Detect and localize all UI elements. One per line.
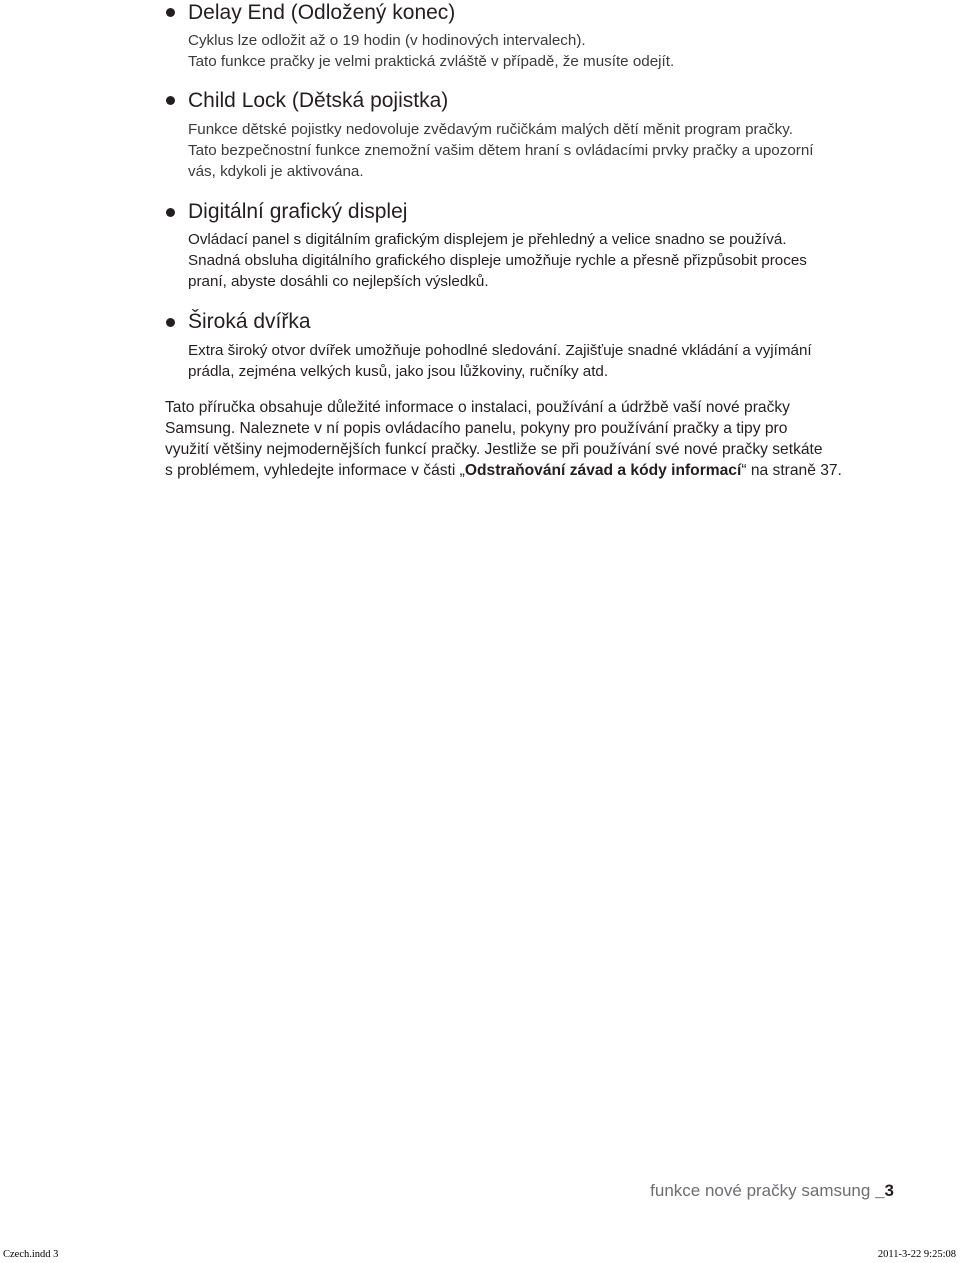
description-line: Funkce dětské pojistky nedovoluje zvědavým ručičkám malých dětí měnit program pračky. bbox=[188, 121, 793, 138]
intro-paragraph bbox=[165, 397, 905, 481]
intro-text: s problémem, vyhledejte informace v části „ bbox=[165, 462, 465, 479]
page-footer bbox=[650, 1180, 894, 1202]
bullet-icon bbox=[166, 208, 175, 217]
footer-section-title: funkce nové pračky samsung bbox=[650, 1181, 876, 1200]
bullet-icon bbox=[166, 8, 175, 17]
description-line: Tato funkce pračky je velmi praktická zvláště v případě, že musíte odejít. bbox=[188, 53, 675, 70]
feature-description bbox=[188, 340, 908, 382]
description-line: prádla, zejména velkých kusů, jako jsou lůžkoviny, ručníky atd. bbox=[188, 363, 609, 380]
feature-heading: Široká dvířka bbox=[188, 310, 311, 333]
feature-heading: Digitální grafický displej bbox=[188, 200, 408, 223]
feature-heading: Child Lock (Dětská pojistka) bbox=[188, 89, 449, 112]
intro-line: Tato příručka obsahuje důležité informace o instalaci, používání a údržbě vaší nové pračky bbox=[165, 399, 790, 416]
bullet-icon bbox=[166, 318, 175, 327]
feature-description bbox=[188, 229, 908, 292]
description-line: Snadná obsluha digitálního grafického displeje umožňuje rychle a přesně přizpůsobit proces bbox=[188, 252, 807, 269]
description-line: Cyklus lze odložit až o 19 hodin (v hodinových intervalech). bbox=[188, 32, 586, 49]
description-line: praní, abyste dosáhli co nejlepších výsledků. bbox=[188, 273, 489, 290]
intro-line: Samsung. Naleznete v ní popis ovládacího panelu, pokyny pro používání pračky a tipy pro bbox=[165, 420, 788, 437]
description-line: vás, kdykoli je aktivována. bbox=[188, 163, 364, 180]
feature-description bbox=[188, 119, 908, 182]
feature-description bbox=[188, 30, 908, 72]
intro-line: využití většiny nejmodernějších funkcí pračky. Jestliže se při používání své nové pračky setkáte bbox=[165, 441, 823, 458]
intro-line-last bbox=[165, 460, 905, 481]
bullet-icon bbox=[166, 96, 175, 105]
intro-text: “ na straně 37. bbox=[741, 462, 842, 479]
page-number: _3 bbox=[875, 1181, 894, 1200]
feature-heading: Delay End (Odložený konec) bbox=[188, 1, 456, 24]
description-line: Ovládací panel s digitálním grafickým displejem je přehledný a velice snadno se používá. bbox=[188, 231, 787, 248]
print-slug-file: Czech.indd 3 bbox=[3, 1249, 59, 1260]
troubleshooting-reference: Odstraňování závad a kódy informací bbox=[464, 462, 742, 479]
print-slug-date: 2011-3-22 9:25:08 bbox=[877, 1249, 956, 1260]
description-line: Extra široký otvor dvířek umožňuje pohodlné sledování. Zajišťuje snadné vkládání a vyjímání bbox=[188, 342, 812, 359]
description-line: Tato bezpečnostní funkce znemožní vašim dětem hraní s ovládacími prvky pračky a upozorní bbox=[188, 142, 814, 159]
